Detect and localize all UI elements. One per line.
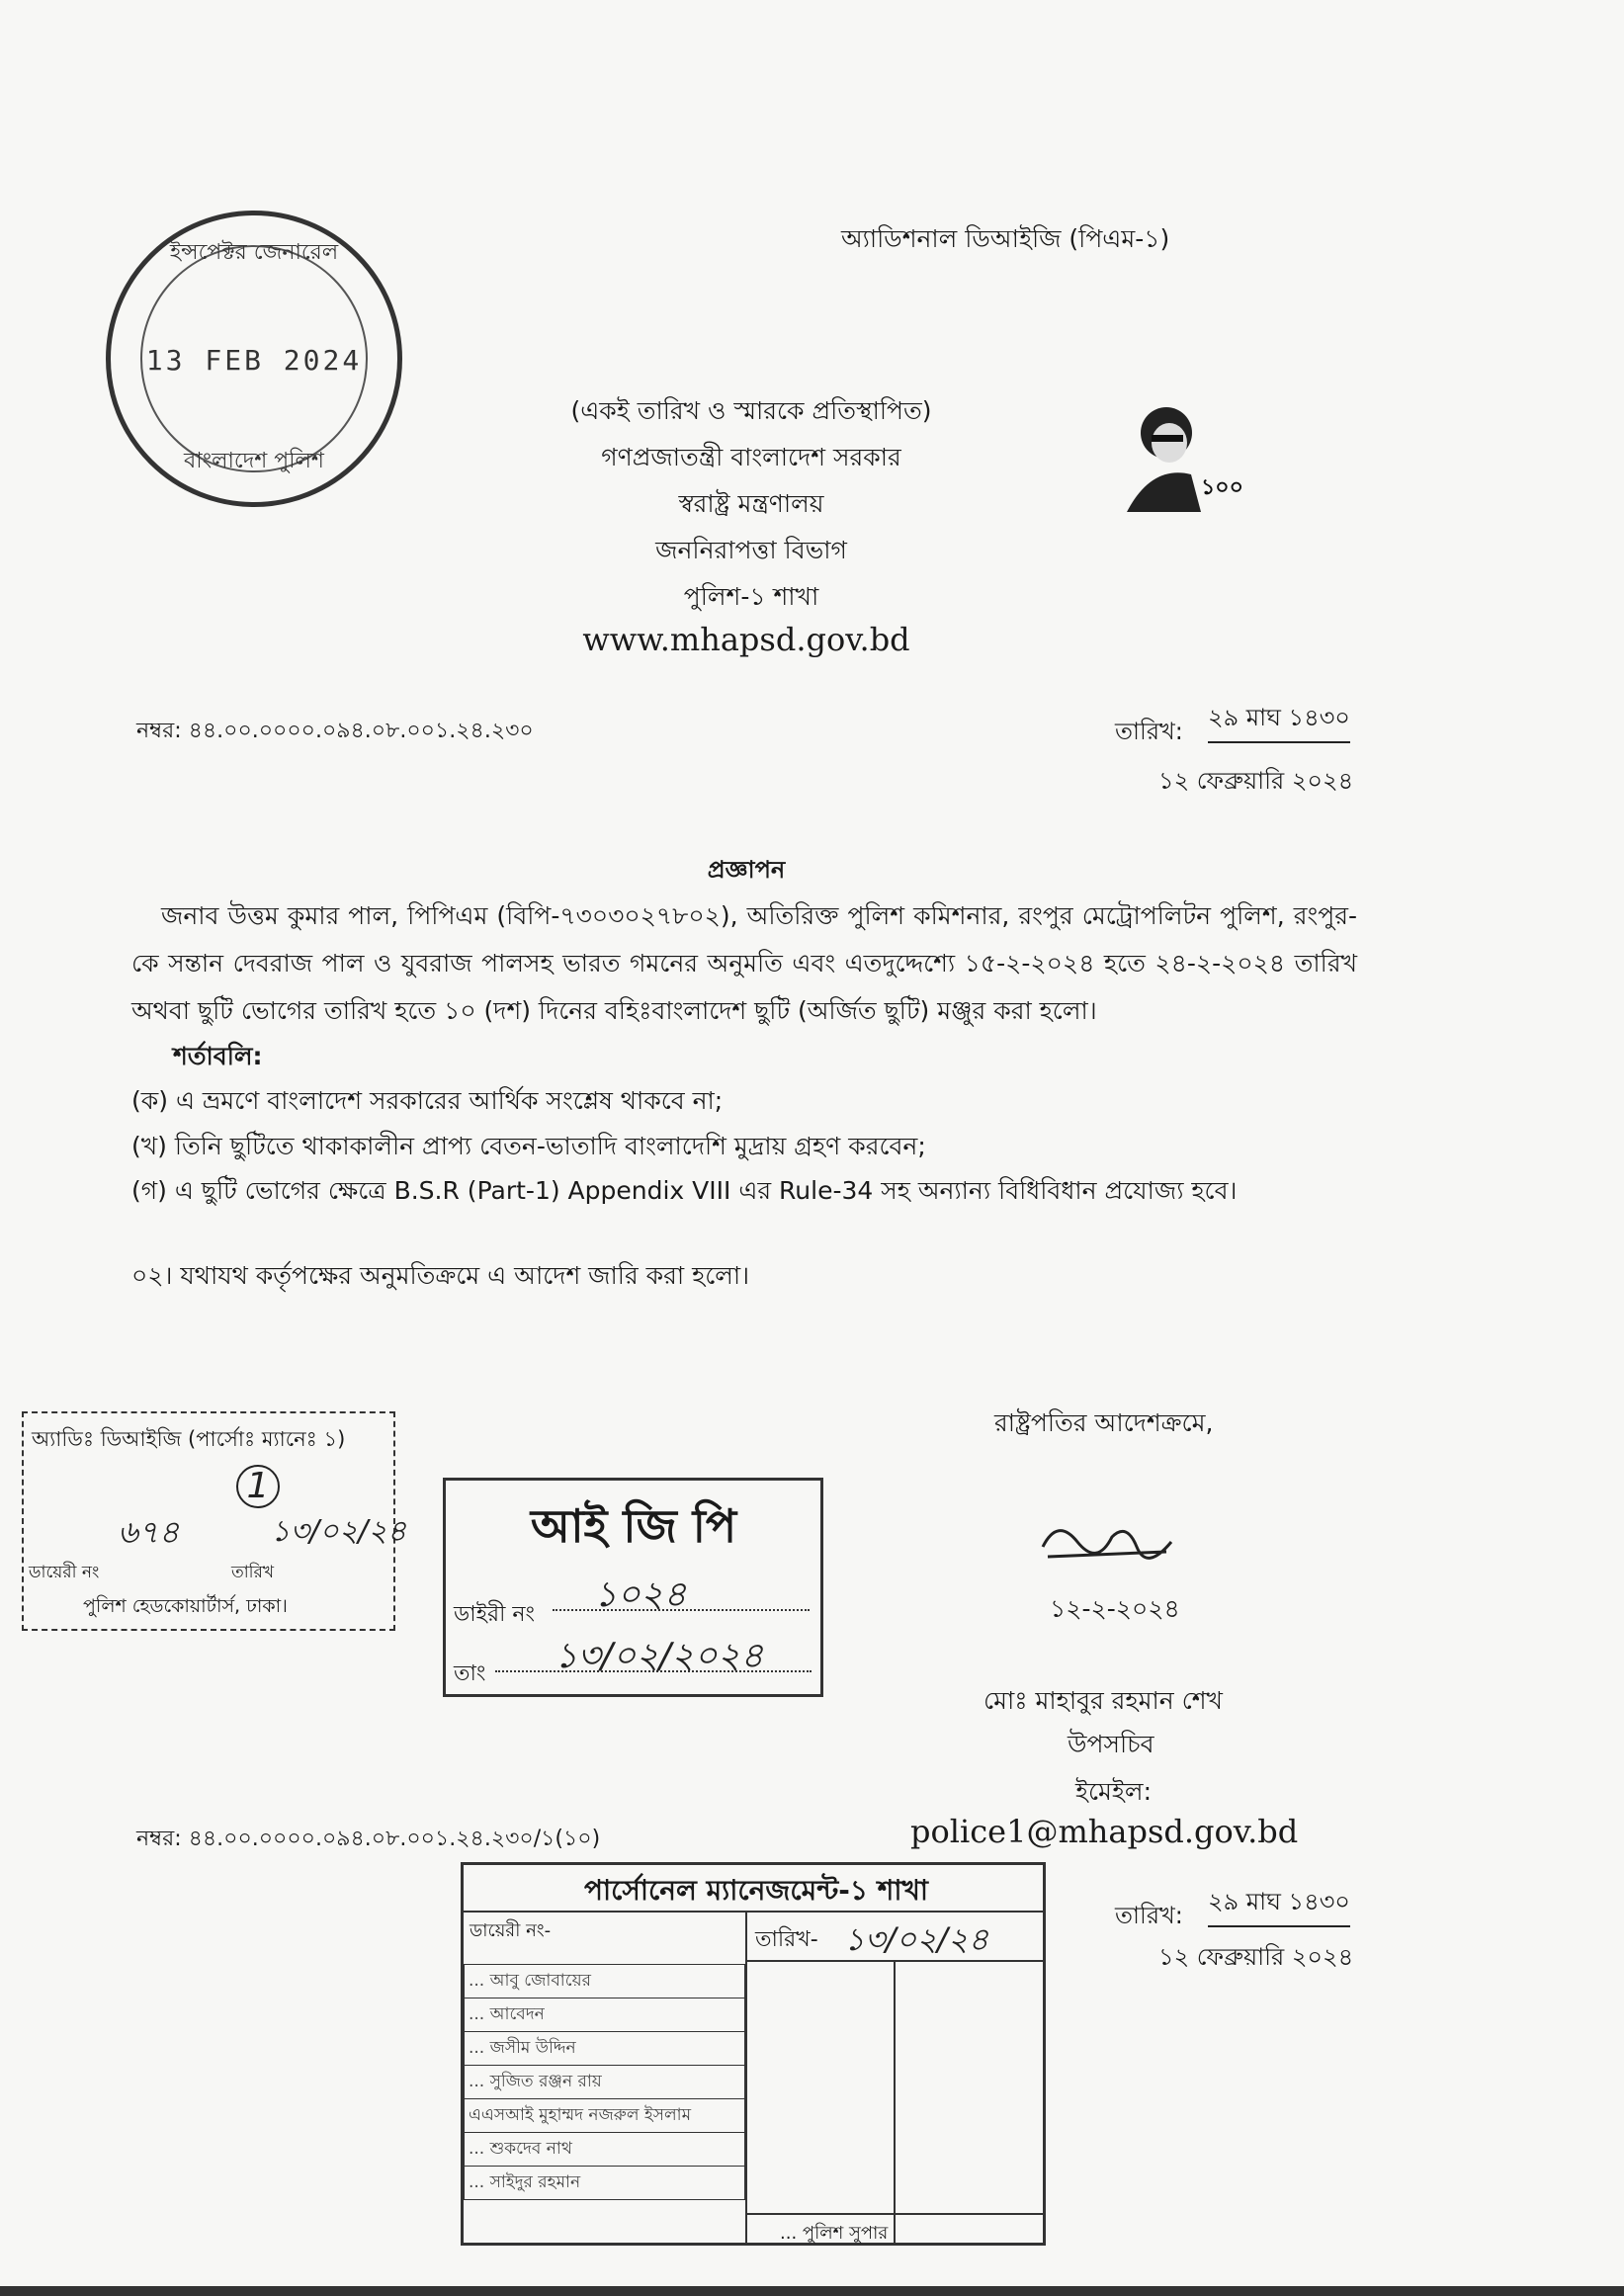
header-ministry: স্বরাষ্ট্র মন্ত্রণালয় xyxy=(678,489,824,518)
igp-diary-stamp xyxy=(443,1478,823,1697)
branch-date: ১৩/০২/২৪ xyxy=(844,1920,989,1958)
seal-date: 13 FEB 2024 xyxy=(145,344,363,377)
copy-date-bangla: ২৯ মাঘ ১৪৩০ xyxy=(1208,1884,1350,1927)
scan-edge xyxy=(0,2286,1624,2296)
branch-stamp-title: পার্সোনেল ম্যানেজমেন্ট-১ শাখা xyxy=(584,1874,928,1907)
igp-stamp-title: আই জি পি xyxy=(530,1499,737,1553)
signatory-name: মোঃ মাহাবুর রহমান শেখ xyxy=(983,1686,1223,1715)
copy-date-label: তারিখ: xyxy=(1115,1902,1183,1929)
memo-date-label: তারিখ: xyxy=(1115,718,1183,745)
notice-body: জনাব উত্তম কুমার পাল, পিপিএম (বিপি-৭৩০৩০২৭৮০২), অতিরিক্ত পুলিশ কমিশনার, রংপুর মেট্রোপলিটন পুলিশ, রংপুর-কে সন্তান দেবরাজ পাল ও যুবরাজ পালসহ ভারত গমনের অনুমতি এবং এতদুদ্দেশ্যে ১৫-২-২০২৪ হতে ২৪-২-২০২৪ তারিখ অথবা ছুটি ভোগের তারিখ হতে ১০ (দশ) দিনের বহিঃবাংলাদেশ ছুটি (অর্জিত ছুটি) মঞ্জুর করা হলো। xyxy=(131,901,1357,1025)
copy-memo-number: নম্বর: ৪৪.০০.০০০০.০৯৪.০৮.০০১.২৪.২৩০/১(১০) xyxy=(136,1827,601,1851)
svg-text:১০০: ১০০ xyxy=(1201,475,1243,500)
branch-date-label: তারিখ- xyxy=(755,1927,818,1952)
register-row: ... সুজিত রঞ্জন রায় xyxy=(465,2066,745,2099)
signatory-designation: উপসচিব xyxy=(1068,1730,1154,1758)
stamp-left-diary-label: ডায়েরী নং xyxy=(29,1563,100,1582)
header-division: জননিরাপত্তা বিভাগ xyxy=(655,536,847,564)
stamp-left-mark: 1 xyxy=(236,1465,280,1508)
stamp-left-date-label: তারিখ xyxy=(231,1563,275,1582)
notice-content xyxy=(131,893,1357,1298)
register-row: ... আবু জোবায়ের xyxy=(465,1965,745,1998)
header-note: (একই তারিখ ও স্মারকে প্রতিস্থাপিত) xyxy=(570,396,932,425)
memo-number: নম্বর: ৪৪.০০.০০০০.০৯৪.০৮.০০১.২৪.২৩০ xyxy=(136,719,534,743)
seal-bottom-text: বাংলাদেশ পুলিশ xyxy=(184,449,324,473)
email-link[interactable]: police1@mhapsd.gov.bd xyxy=(910,1813,1299,1850)
header-website: www.mhapsd.gov.bd xyxy=(582,621,910,658)
signature-order: রাষ্ট্রপতির আদেশক্রমে, xyxy=(994,1408,1214,1437)
branch-footer: ... পুলিশ সুপার xyxy=(780,2223,889,2244)
condition-item: (ক) এ ভ্রমণে বাংলাদেশ সরকারের আর্থিক সংশ্লেষ থাকবে না; xyxy=(131,1086,724,1115)
received-seal-stamp xyxy=(106,211,402,507)
igp-date: ১৩/০২/২০২৪ xyxy=(555,1636,764,1676)
signature-date: ১২-২-২০২৪ xyxy=(1050,1594,1180,1623)
memo-date-english: ১২ ফেব্রুয়ারি ২০২৪ xyxy=(1158,767,1354,795)
header-branch: পুলিশ-১ শাখা xyxy=(683,582,819,611)
addressee: অ্যাডিশনাল ডিআইজি (পিএম-১) xyxy=(841,224,1170,253)
register-row: ... আবেদন xyxy=(465,1998,745,2032)
branch-register-stamp xyxy=(461,1862,1046,2246)
mujib-100-logo xyxy=(1122,395,1290,514)
seal-top-text: ইন্সপেক্টর জেনারেল xyxy=(169,240,339,265)
header-government: গণপ্রজাতন্ত্রী বাংলাদেশ সরকার xyxy=(601,443,901,471)
register-row: ... জসীম উদ্দিন xyxy=(465,2032,745,2066)
stamp-left-date: ১৩/০২/২৪ xyxy=(271,1514,407,1549)
igp-diary-no: ১০২৪ xyxy=(594,1574,687,1615)
conditions-title: শর্তাবলি: xyxy=(173,1042,263,1070)
register-row: এএসআই মুহাম্মদ নজরুল ইসলাম xyxy=(465,2099,745,2133)
diary-stamp-left xyxy=(22,1411,407,1631)
notice-title: প্রজ্ঞাপন xyxy=(707,856,786,884)
igp-date-label: তাং xyxy=(454,1661,486,1686)
stamp-left-title: অ্যাডিঃ ডিআইজি (পার্সোঃ ম্যানেঃ ১) xyxy=(32,1427,346,1451)
copy-date-english: ১২ ফেব্রুয়ারি ২০২৪ xyxy=(1158,1943,1354,1971)
condition-item: (খ) তিনি ছুটিতে থাকাকালীন প্রাপ্য বেতন-ভাতাদি বাংলাদেশি মুদ্রায় গ্রহণ করবেন; xyxy=(131,1132,926,1160)
igp-diary-label: ডাইরী নং xyxy=(454,1602,536,1627)
stamp-left-diary-no: ৬৭৪ xyxy=(118,1513,180,1551)
branch-diary-label: ডায়েরী নং- xyxy=(470,1920,552,1941)
paragraph-2: ০২। যথাযথ কর্তৃপক্ষের অনুমতিক্রমে এ আদেশ জারি করা হলো। xyxy=(131,1261,750,1290)
stamp-left-office: পুলিশ হেডকোয়ার্টার্স, ঢাকা। xyxy=(83,1595,288,1617)
register-row: ... শুকদেব নাথ xyxy=(465,2133,745,2167)
condition-item: (গ) এ ছুটি ভোগের ক্ষেত্রে B.S.R (Part-1) Appendix VIII এর Rule-34 সহ অন্যান্য বিধিবিধান প্রযোজ্য হবে। xyxy=(131,1176,1238,1205)
email-label: ইমেইল: xyxy=(1075,1777,1152,1806)
signature-scribble xyxy=(1038,1512,1176,1575)
memo-date-bangla: ২৯ মাঘ ১৪৩০ xyxy=(1208,700,1350,743)
register-row: ... সাইদুর রহমান xyxy=(465,2167,745,2200)
